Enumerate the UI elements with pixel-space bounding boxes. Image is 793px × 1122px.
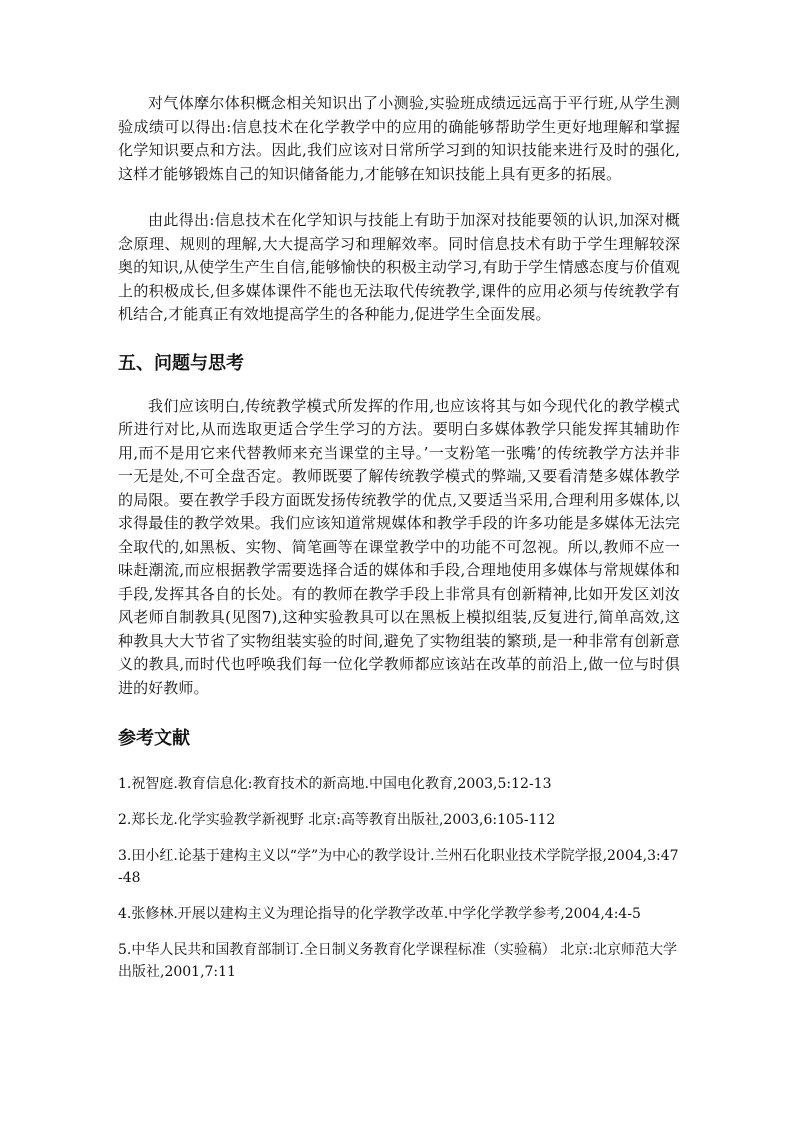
reference-item-3: 3.田小红.论基于建构主义以“学”为中心的教学设计.兰州石化职业技术学院学报,2004,3:47-48 [118,848,679,886]
reference-item-2: 2.郑长龙.化学实验教学新视野 北京:高等教育出版社,2003,6:105-112 [118,812,556,828]
reference-item-1: 1.祝智庭.教育信息化:教育技术的新高地.中国电化教育,2003,5:12-13 [118,776,552,792]
body-paragraph-3: 我们应该明白,传统教学模式所发挥的作用,也应该将其与如今现代化的教学模式所进行对比,从而选取更适合学生学习的方法。要明白多媒体教学只能发挥其辅助作用,而不是用它来代替教师来充当课堂的主导。’一支粉笔一张嘴’的传统教学方法并非一无是处,不可全盘否定。教师既要了解传统教学模式的弊端,又要看清楚多媒体教学的局限。要在教学手段方面既发扬传统教学的优点,又要适当采用,合理利用多媒体,以求得最佳的教学效果。我们应该知道常规媒体和教学手段的许多功能是多媒体无法完全取代的,如黑板、实物、简笔画等在课堂教学中的功能不可忽视。所以,教师不应一味赶潮流,而应根据教学需要选择合适的媒体和手段,合理地使用多媒体与常规媒体和手段,发挥其各自的长处。有的教师在教学手段上非常具有创新精神,比如开发区刘汝风老师自制教具(见图7),这种实验教具可以在黑板上模拟组装,反复进行,简单高效,这种教具大大节省了实物组装实验的时间,避免了实物组装的繁琐,是一种非常有创新意义的教具,而时代也呼唤我们每一位化学教师都应该站在改革的前沿上,做一位与时俱进的好教师。 [118,396,680,697]
reference-item-5: 5.中华人民共和国教育部制订.全日制义务教育化学课程标准（实验稿） 北京:北京师范大学出版社,2001,7:11 [118,942,677,980]
body-paragraph-2: 由此得出:信息技术在化学知识与技能上有助于加深对技能要领的认识,加深对概念原理、规则的理解,大大提高学习和理解效率。同时信息技术有助于学生理解较深奥的知识,从使学生产生自信,能够愉快的积极主动学习,有助于学生情感态度与价值观上的积极成长,但多媒体课件不能也无法取代传统教学,课件的应用必须与传统教学有机结合,才能真正有效地提高学生的各种能力,促进学生全面发展。 [118,211,680,323]
section-heading-references: 参考文献 [118,728,190,749]
reference-item-4: 4.张修林.开展以建构主义为理论指导的化学教学改革.中学化学教学参考,2004,4:4-5 [118,906,641,922]
reference-list [118,773,680,983]
section-heading-problems-and-thinking: 五、问题与思考 [118,352,244,374]
document-page [118,92,680,997]
body-paragraph-1: 对气体摩尔体积概念相关知识出了小测验,实验班成绩远远高于平行班,从学生测验成绩可以得出:信息技术在化学教学中的应用的确能够帮助学生更好地理解和掌握化学知识要点和方法。因此,我们应该对日常所学习到的知识技能来进行及时的强化,这样才能够锻炼自己的知识储备能力,才能够在知识技能上具有更多的拓展。 [118,94,680,183]
